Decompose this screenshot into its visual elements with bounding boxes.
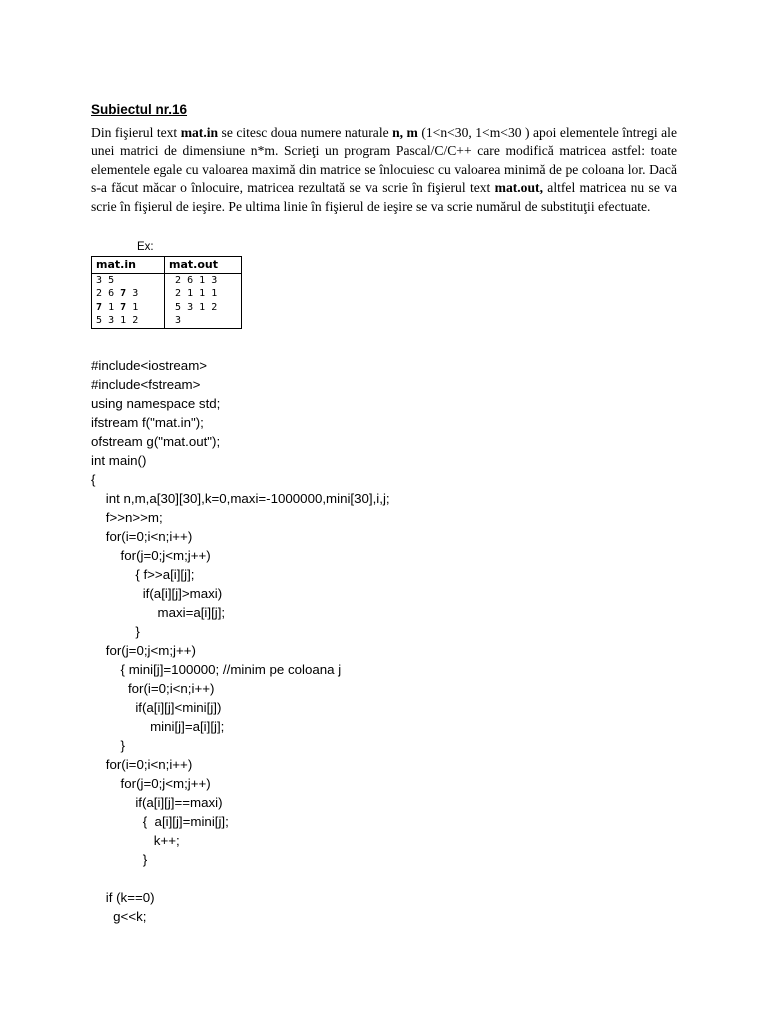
code-line: maxi=a[i][j]; [91,605,226,620]
input-cell [92,287,165,301]
statement-text-4: altfel matricea nu se va scrie în fişierul de ieşire. Pe ultima linie în fişierul de ieşire se va scrie numărul de substituţii efectuate. [91,180,678,214]
table-row [92,314,242,328]
matrix-value: 1 [199,288,206,299]
statement-text-2: se citesc doua numere naturale [218,125,393,140]
matrix-value: 3 [132,288,139,299]
output-file-name: mat.out, [494,180,543,196]
code-line: for(i=0;i<n;i++) [91,757,193,772]
source-code [91,356,390,926]
matrix-value: 7 [120,288,127,299]
code-line: using namespace std; [91,396,221,411]
matrix-value: 3 [211,274,218,286]
code-line: if(a[i][j]<mini[j]) [91,700,222,715]
output-cell [165,287,242,301]
matrix-value: 1 [211,288,218,299]
column-header-output: mat.out [165,257,242,274]
code-line: f>>n>>m; [91,510,163,525]
matrix-value: 5 [108,274,115,286]
code-line: } [91,852,148,867]
matrix-value: 1 [187,288,194,299]
code-line: { f>>a[i][j]; [91,567,195,582]
input-cell [92,273,165,287]
matrix-value: 2 [211,301,218,313]
matrix-value: 1 [132,301,139,313]
statement-text-3: (1<n<30, 1<m<30 ) apoi elementele întregi ale unei matrici de dimensiune n*m. Scrieţi un program Pascal/C/C++ care modifică matricea astfel: toate elementele egale cu valoarea maximă din matrice se înlocuiesc cu valoarea minimă de pe coloana lor. Dacă s-a făcut măcar o înlocuire, matricea rezultată se va scrie în fişierul text [91,125,677,196]
input-file-name: mat.in [180,125,219,140]
matrix-value: 2 [175,274,182,286]
input-cell [92,314,165,328]
code-line: } [91,738,125,753]
problem-statement [91,124,677,216]
matrix-value: 1 [108,301,115,313]
output-cell [165,314,242,328]
matrix-value: 5 [175,301,182,313]
code-line: #include<fstream> [91,377,201,392]
code-line: for(j=0;j<m;j++) [91,643,196,658]
example-label: Ex: [137,241,154,253]
matrix-value: 1 [120,315,127,326]
code-line: ofstream g("mat.out"); [91,434,221,449]
code-line: for(j=0;j<m;j++) [91,548,211,563]
matrix-value: 3 [187,301,194,313]
code-line: #include<iostream> [91,358,208,373]
code-line: g<<k; [91,909,147,924]
matrix-value: 6 [108,288,115,299]
matrix-value: 3 [96,274,103,286]
matrix-value: 3 [175,315,182,326]
matrix-value: 2 [132,315,139,326]
code-line: { [91,472,96,487]
matrix-value: 7 [120,301,127,313]
code-line: if (k==0) [91,890,155,905]
code-line: int n,m,a[30][30],k=0,maxi=-1000000,mini[30],i,j; [91,491,390,506]
matrix-value: 3 [108,315,115,326]
code-line: int main() [91,453,147,468]
statement-text-1: Din fişierul text [91,125,181,140]
code-line: } [91,624,140,639]
page-title: Subiectul nr.16 [91,102,188,117]
column-header-input: mat.in [92,257,165,274]
matrix-value: 1 [199,274,206,286]
example-table [91,256,242,329]
table-row [92,287,242,301]
code-line: ifstream f("mat.in"); [91,415,204,430]
code-line: { a[i][j]=mini[j]; [91,814,229,829]
code-line: k++; [91,833,180,848]
input-cell [92,301,165,315]
output-cell [165,301,242,315]
output-cell [165,273,242,287]
code-line: for(i=0;i<n;i++) [91,681,215,696]
code-line [91,869,390,888]
matrix-value: 6 [187,274,194,286]
matrix-value: 2 [96,288,103,299]
variable-names: n, m [392,125,418,140]
matrix-value: 7 [96,301,103,313]
matrix-value: 5 [96,315,103,326]
code-line: if(a[i][j]==maxi) [91,795,223,810]
code-line: if(a[i][j]>maxi) [91,586,223,601]
table-row [92,273,242,287]
code-line: { mini[j]=100000; //minim pe coloana j [91,662,342,677]
matrix-value: 1 [199,301,206,313]
table-row [92,301,242,315]
code-line: for(j=0;j<m;j++) [91,776,211,791]
code-line: for(i=0;i<n;i++) [91,529,193,544]
matrix-value: 2 [175,288,182,299]
code-line: mini[j]=a[i][j]; [91,719,225,734]
